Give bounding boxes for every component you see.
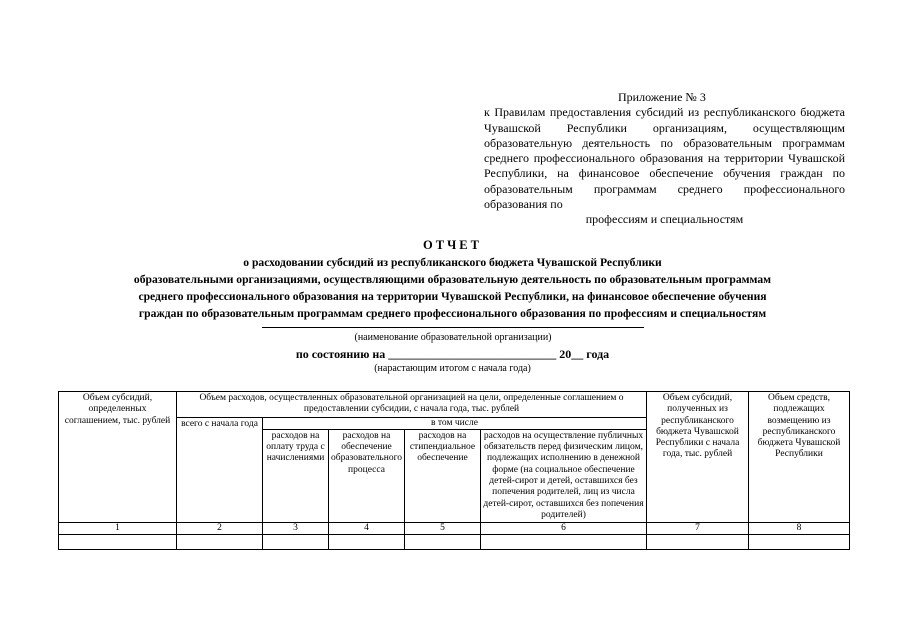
header-refund-volume: Объем средств, подлежащих возмещению из республиканского бюджета Чувашской Республики: [749, 392, 850, 523]
column-number: 2: [177, 523, 263, 535]
column-number: 4: [329, 523, 405, 535]
table-cell: [481, 535, 647, 550]
date-caption: (нарастающим итогом с начала года): [374, 363, 531, 374]
table-cell: [647, 535, 749, 550]
header-education-expenses: расходов на обеспечение образовательного процесса: [329, 429, 405, 522]
table-cell: [749, 535, 850, 550]
header-subsidy-volume: Объем субсидий, определенных соглашением, тыс. рублей: [59, 392, 177, 523]
table-cell: [59, 535, 177, 550]
column-number: 5: [405, 523, 481, 535]
header-expenses-group: Объем расходов, осуществленных образовательной организацией на цели, определенные соглашением о предоставлении субсидии, с начала года, тыс. рублей: [177, 392, 647, 418]
header-public-obligations: расходов на осуществление публичных обязательств перед физическим лицом, подлежащих исполнению в денежной форме (на социальное обеспечение детей-сирот и детей, оставшихся без попечения родителей, лиц из числа детей-сирот, оставшихся без попечения родителей): [481, 429, 647, 522]
header-subsidy-received: Объем субсидий, полученных из республиканского бюджета Чувашской Республики с начала года, тыс. рублей: [647, 392, 749, 523]
table-cell: [263, 535, 329, 550]
report-subtitle-line: о расходовании субсидий из республиканского бюджета Чувашской Республики: [243, 256, 662, 269]
appendix-title: Приложение № 3: [618, 90, 706, 104]
report-title: ОТЧЕТ: [423, 238, 482, 252]
header-stipend-expenses: расходов на стипендиальное обеспечение: [405, 429, 481, 522]
report-subtitle-line: граждан по образовательным программам среднего профессионального образования по профессиям и специальностям: [138, 307, 767, 320]
report-subtitle: [30, 254, 875, 322]
column-number: 6: [481, 523, 647, 535]
column-number: 7: [647, 523, 749, 535]
table-cell: [329, 535, 405, 550]
report-subtitle-line: образовательными организациями, осуществляющими образовательную деятельность по образовательным программам: [133, 273, 772, 286]
report-subtitle-line: среднего профессионального образования на территории Чувашской Республики, на финансовое обеспечение обучения: [138, 290, 767, 303]
column-number: 3: [263, 523, 329, 535]
org-name-caption: (наименование образовательной организации): [354, 332, 552, 343]
org-name-line: [262, 327, 644, 328]
header-total-since-start: всего с начала года: [177, 417, 263, 523]
table-cell: [177, 535, 263, 550]
column-number: 8: [749, 523, 850, 535]
column-number: 1: [59, 523, 177, 535]
date-line: по состоянию на ____________________________ 20__ года: [295, 347, 610, 361]
header-labor-expenses: расходов на оплату труда с начислениями: [263, 429, 329, 522]
appendix-block: [484, 90, 845, 228]
table-cell: [405, 535, 481, 550]
appendix-body: к Правилам предоставления субсидий из республиканского бюджета Чувашской Республики организациям, осуществляющим образовательную деятельность по образовательным программам среднего профессионального образования на территории Чувашской Республики, на финансовое обеспечение обучения граждан по образовательным программам среднего профессионального образования по: [484, 105, 845, 212]
header-including: в том числе: [263, 417, 647, 429]
appendix-last-line: профессиям и специальностям: [585, 212, 744, 227]
report-table: [58, 391, 850, 550]
